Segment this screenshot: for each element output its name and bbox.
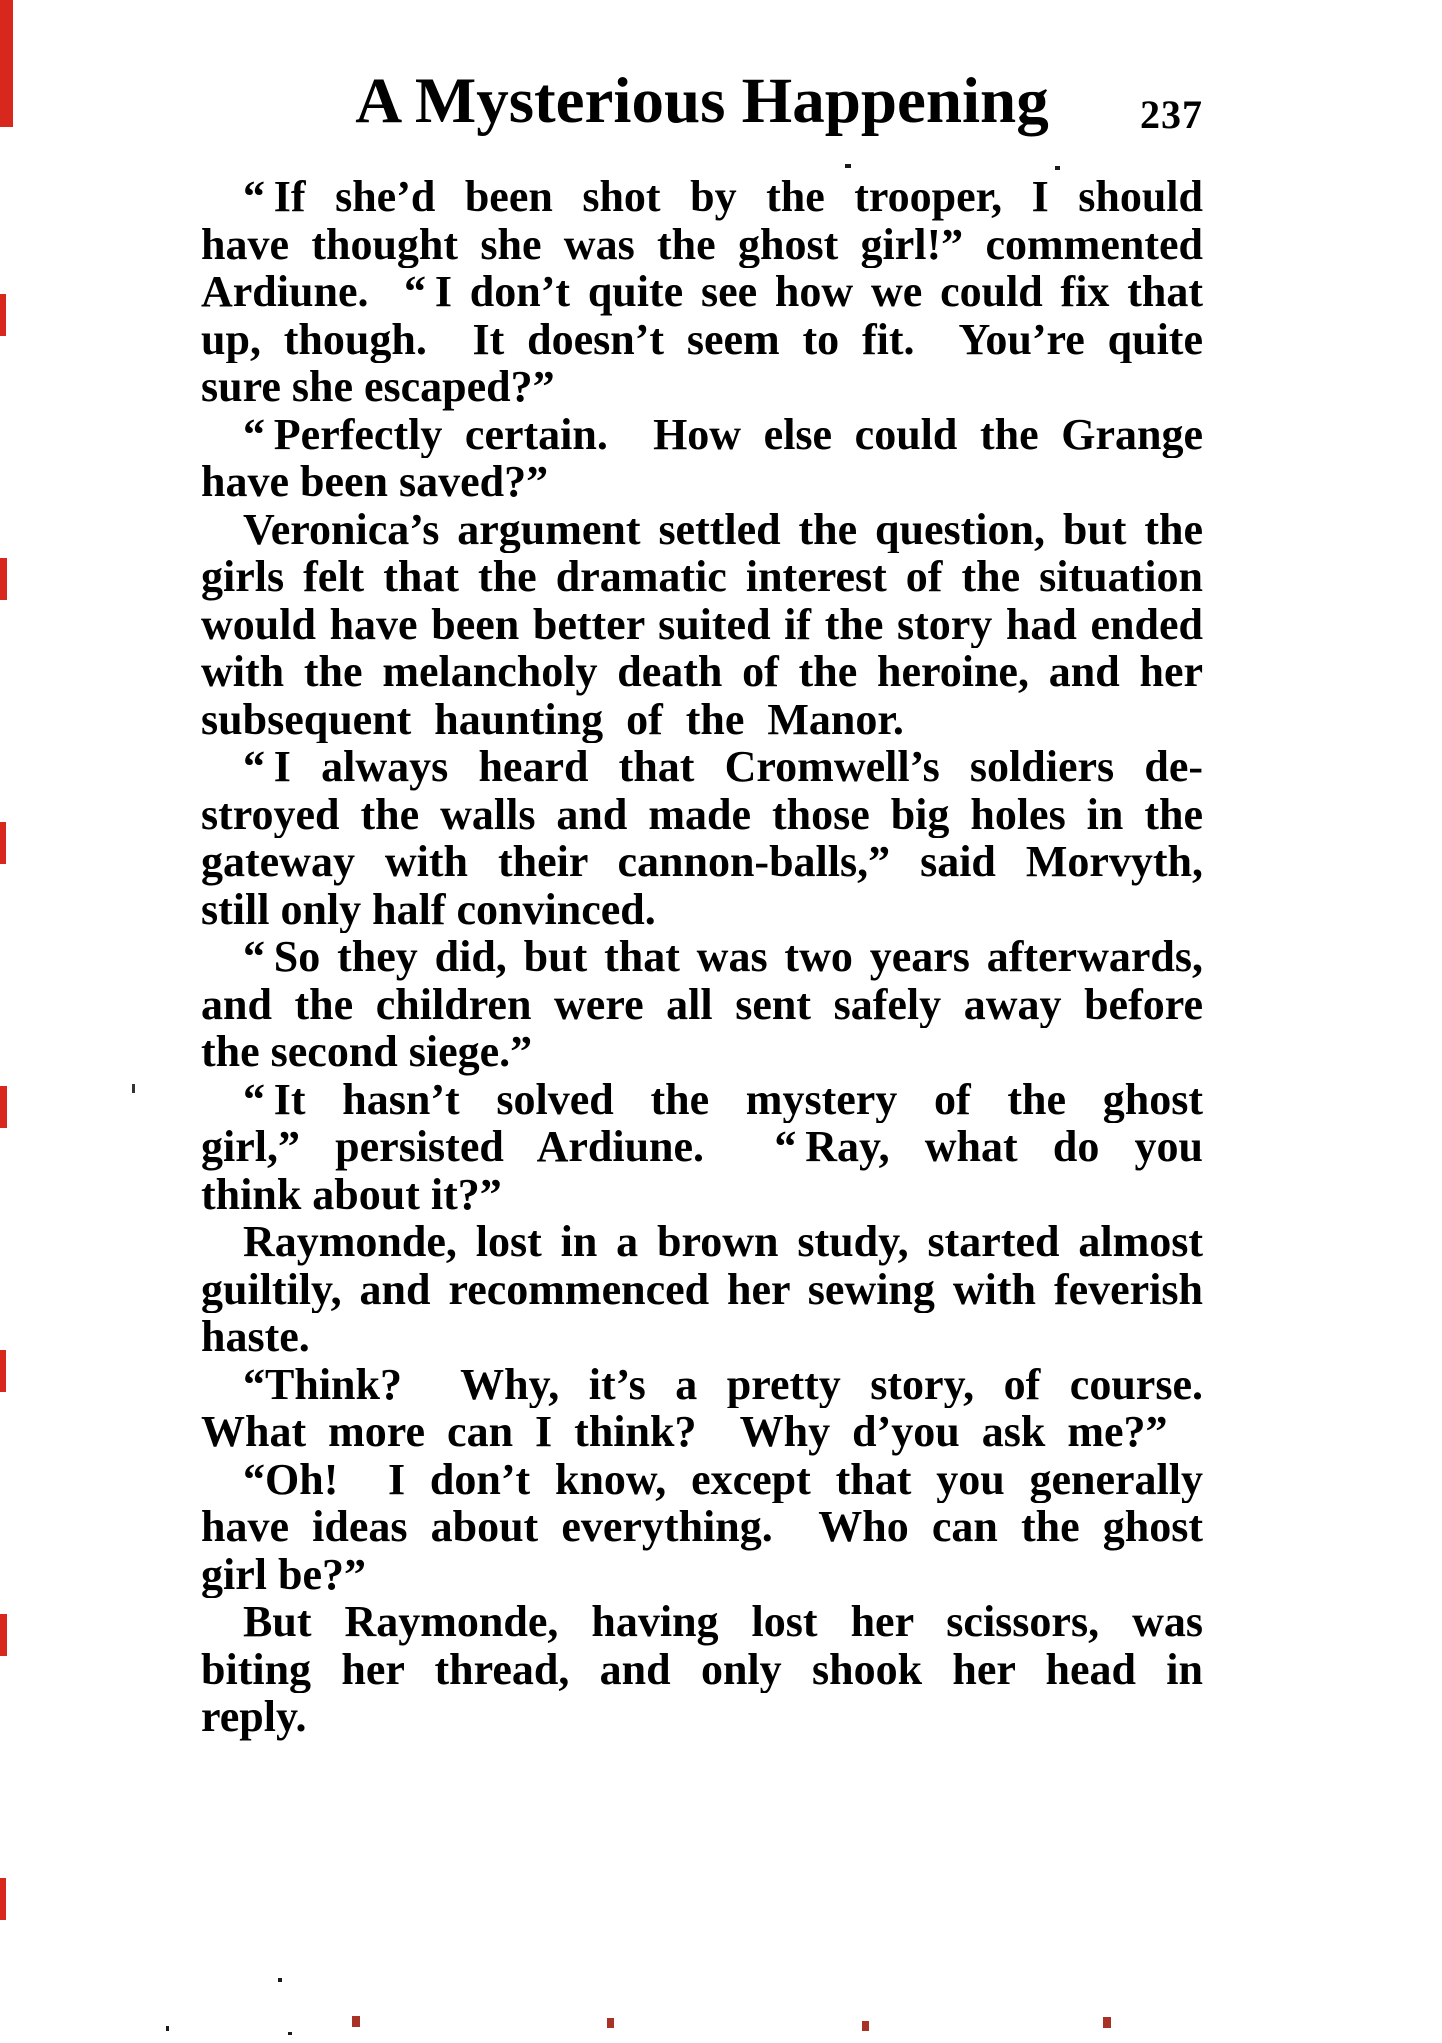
text-line: “Oh! I don’t know, except that you generally bbox=[243, 1455, 1203, 1503]
text-line: “ It hasn’t solved the mystery of the ghost bbox=[243, 1075, 1203, 1123]
text-line: What more can I think? Why d’you ask me?” bbox=[201, 1408, 1168, 1456]
text-line: girls felt that the dramatic interest of the situation bbox=[201, 553, 1203, 601]
text-line: think about it?” bbox=[201, 1170, 502, 1218]
red-edge-dash bbox=[0, 1086, 7, 1128]
text-line: with the melancholy death of the heroine, and her bbox=[201, 648, 1203, 696]
text-line: girl be?” bbox=[201, 1550, 366, 1598]
ink-speck bbox=[166, 2026, 169, 2031]
text-line: would have been better suited if the story had ended bbox=[201, 600, 1203, 648]
red-edge-bar bbox=[0, 0, 13, 127]
chapter-title: A Mysterious Happening bbox=[355, 65, 1049, 137]
body-text bbox=[201, 173, 1203, 1741]
text-line: haste. bbox=[201, 1313, 310, 1361]
text-line: “Think? Why, it’s a pretty story, of course. bbox=[243, 1360, 1203, 1408]
text-line: up, though. It doesn’t seem to fit. You’re quite bbox=[201, 315, 1203, 363]
text-line: Ardiune. “ I don’t quite see how we could fix that bbox=[201, 268, 1203, 316]
red-bottom-dot bbox=[352, 2016, 360, 2027]
red-edge-dash bbox=[0, 294, 6, 336]
ink-speck bbox=[288, 2032, 292, 2035]
text-line: subsequent haunting of the Manor. bbox=[201, 695, 904, 743]
text-line: biting her thread, and only shook her head in bbox=[201, 1645, 1203, 1693]
text-line: stroyed the walls and made those big holes in the bbox=[201, 790, 1203, 838]
red-bottom-dot bbox=[862, 2021, 869, 2031]
text-line: “ If she’d been shot by the trooper, I should bbox=[243, 173, 1203, 221]
text-line: and the children were all sent safely away before bbox=[201, 980, 1203, 1028]
text-line: have thought she was the ghost girl!” commented bbox=[201, 220, 1203, 268]
text-line: “ So they did, but that was two years afterwards, bbox=[243, 933, 1203, 981]
page-number: 237 bbox=[1140, 92, 1203, 137]
text-line: But Raymonde, having lost her scissors, was bbox=[243, 1598, 1203, 1646]
text-line: have ideas about everything. Who can the ghost bbox=[201, 1503, 1203, 1551]
text-line: have been saved?” bbox=[201, 458, 549, 506]
ink-speck bbox=[132, 1084, 135, 1093]
text-line: “ Perfectly certain. How else could the Grange bbox=[243, 410, 1203, 458]
text-line: guiltily, and recommenced her sewing with feverish bbox=[201, 1265, 1203, 1313]
red-bottom-dot bbox=[1103, 2017, 1111, 2028]
red-bottom-dot bbox=[607, 2018, 614, 2028]
page-header bbox=[201, 0, 1203, 170]
text-line: reply. bbox=[201, 1693, 307, 1741]
text-line: gateway with their cannon-balls,” said Morvyth, bbox=[201, 838, 1203, 886]
red-edge-dash bbox=[0, 822, 6, 864]
red-edge-dash bbox=[0, 1350, 6, 1392]
red-edge-dash bbox=[0, 1614, 7, 1656]
red-edge-dash bbox=[0, 1878, 6, 1920]
text-line: still only half convinced. bbox=[201, 885, 656, 933]
text-line: girl,” persisted Ardiune. “ Ray, what do you bbox=[201, 1123, 1203, 1171]
text-line: Raymonde, lost in a brown study, started almost bbox=[243, 1218, 1203, 1266]
text-line: Veronica’s argument settled the question, but the bbox=[243, 505, 1203, 553]
text-line: “ I always heard that Cromwell’s soldiers de- bbox=[243, 743, 1203, 791]
text-line: sure she escaped?” bbox=[201, 363, 555, 411]
ink-speck bbox=[278, 1978, 282, 1982]
text-line: the second siege.” bbox=[201, 1028, 533, 1076]
red-edge-dash bbox=[0, 558, 7, 600]
